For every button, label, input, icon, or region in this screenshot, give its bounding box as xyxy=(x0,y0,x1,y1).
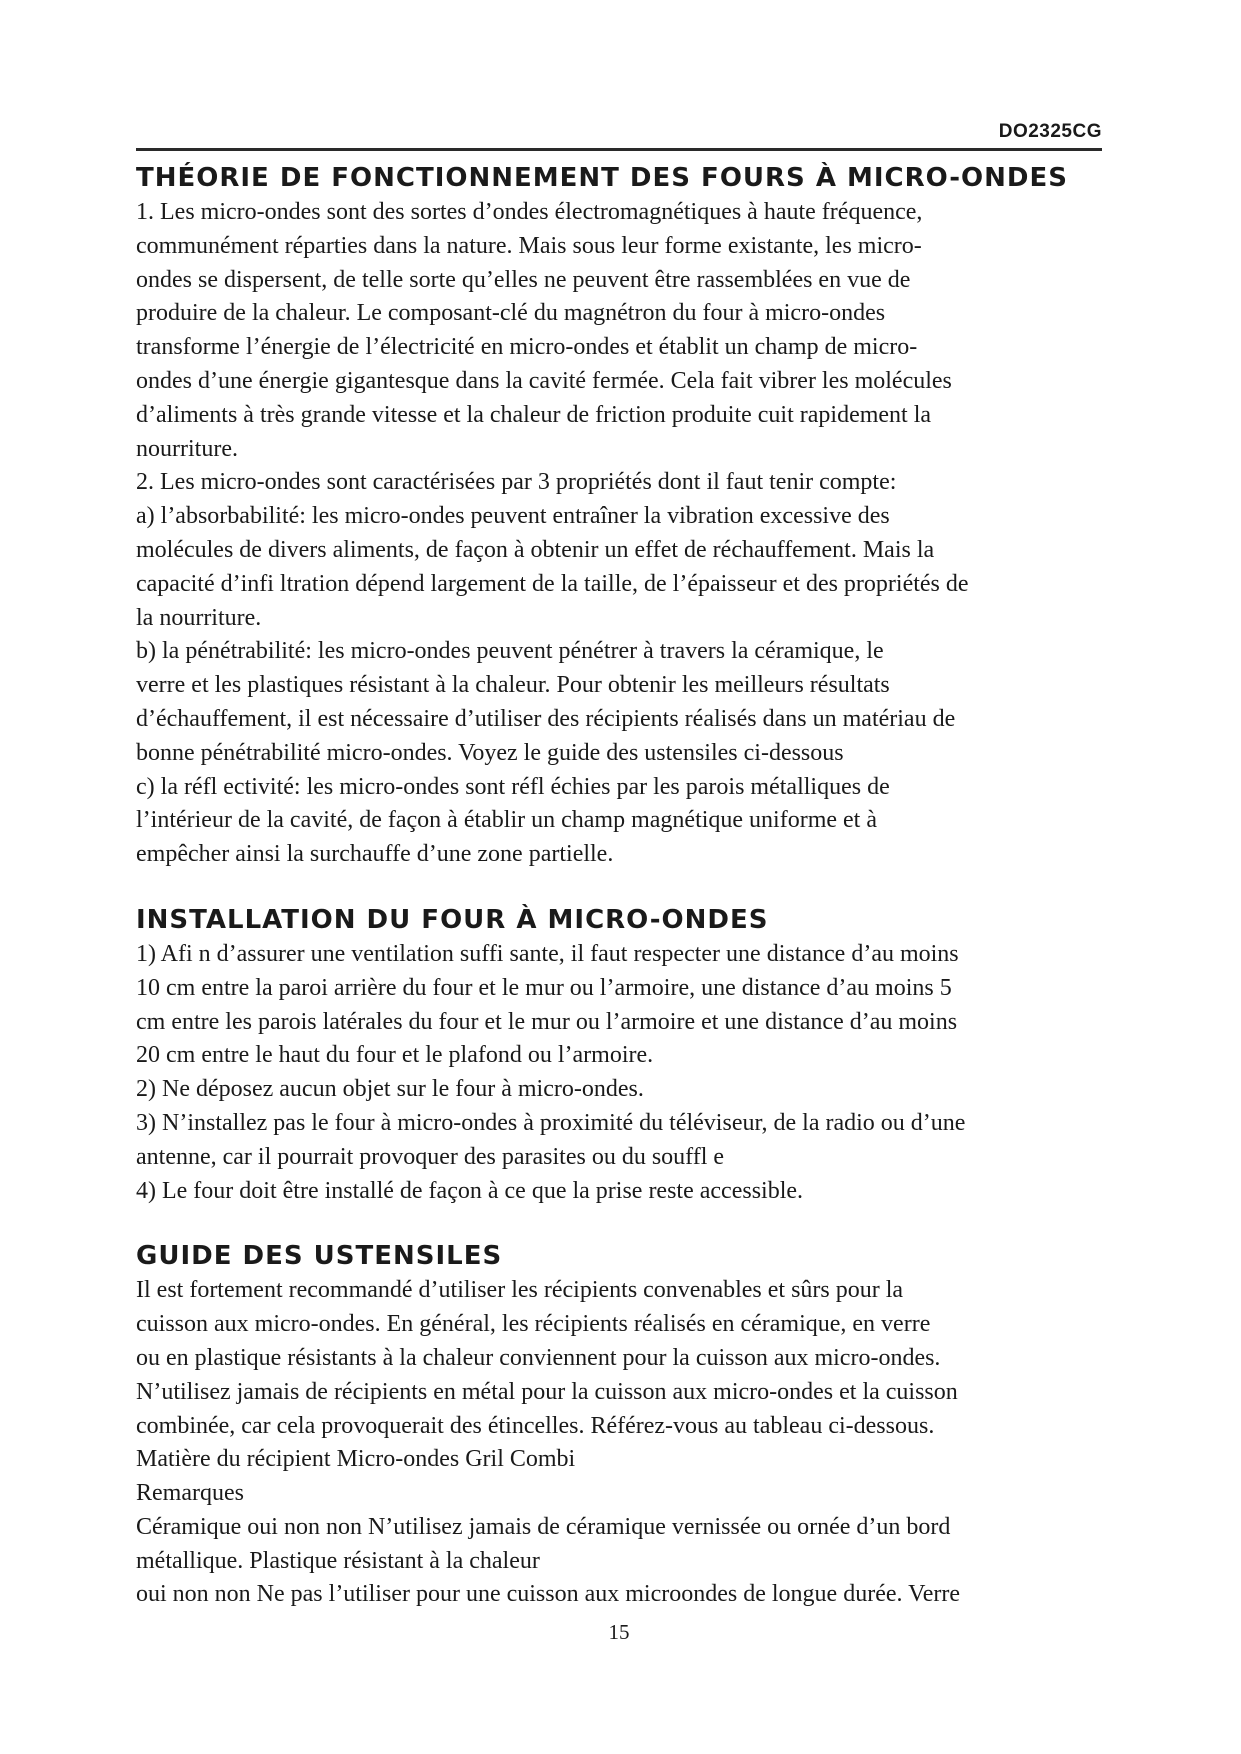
text-line: capacité d’infi ltration dépend largement de la taille, de l’épaisseur et des propriétés de xyxy=(136,570,969,597)
text-line: ondes se dispersent, de telle sorte qu’elles ne peuvent être rassemblées en vue de xyxy=(136,266,911,293)
text-line: oui non non Ne pas l’utiliser pour une cuisson aux microondes de longue durée. Verre xyxy=(136,1581,961,1608)
text-line: molécules de divers aliments, de façon à obtenir un effet de réchauffement. Mais la xyxy=(136,536,935,563)
text-line: antenne, car il pourrait provoquer des parasites ou du souffl e xyxy=(136,1143,725,1170)
text-line: b) la pénétrabilité: les micro-ondes peuvent pénétrer à travers la céramique, le xyxy=(136,638,884,665)
text-line: 10 cm entre la paroi arrière du four et le mur ou l’armoire, une distance d’au moins 5 xyxy=(136,974,952,1001)
text-line: verre et les plastiques résistant à la chaleur. Pour obtenir les meilleurs résultats xyxy=(136,672,890,699)
text-line: la nourriture. xyxy=(136,604,262,631)
text-line: Matière du récipient Micro-ondes Gril Combi xyxy=(136,1446,576,1473)
text-line: empêcher ainsi la surchauffe d’une zone partielle. xyxy=(136,841,614,868)
text-line: d’aliments à très grande vitesse et la chaleur de friction produite cuit rapidement la xyxy=(136,401,932,428)
theory-section xyxy=(136,160,1102,872)
text-line: 20 cm entre le haut du four et le plafond ou l’armoire. xyxy=(136,1042,654,1069)
text-line: 1) Afi n d’assurer une ventilation suffi sante, il faut respecter une distance d’au moins xyxy=(136,940,959,967)
document-page xyxy=(136,0,1102,1754)
text-line: transforme l’énergie de l’électricité en micro-ondes et établit un champ de micro- xyxy=(136,334,918,361)
text-line: cuisson aux micro-ondes. En général, les récipients réalisés en céramique, en verre xyxy=(136,1311,931,1338)
guide-section xyxy=(136,1238,1102,1612)
theory-text xyxy=(136,196,1102,872)
text-line: communément réparties dans la nature. Mais sous leur forme existante, les micro- xyxy=(136,232,922,259)
section-spacer xyxy=(136,872,1102,902)
text-line: 4) Le four doit être installé de façon à ce que la prise reste accessible. xyxy=(136,1177,804,1204)
section-spacer xyxy=(136,1208,1102,1238)
text-line: métallique. Plastique résistant à la chaleur xyxy=(136,1547,540,1574)
text-line: produire de la chaleur. Le composant-clé du magnétron du four à micro-ondes xyxy=(136,300,886,327)
text-line: 3) N’installez pas le four à micro-ondes à proximité du téléviseur, de la radio ou d’une xyxy=(136,1109,966,1136)
page-content xyxy=(136,160,1102,1612)
text-line: cm entre les parois latérales du four et le mur ou l’armoire et une distance d’au moins xyxy=(136,1008,958,1035)
guide-heading: GUIDE DES USTENSILES xyxy=(136,1241,503,1272)
text-line: Céramique oui non non N’utilisez jamais de céramique vernissée ou ornée d’un bord xyxy=(136,1513,951,1540)
theory-heading: THÉORIE DE FONCTIONNEMENT DES FOURS À MICRO-ONDES xyxy=(136,163,1068,193)
text-line: nourriture. xyxy=(136,435,238,462)
installation-section xyxy=(136,902,1102,1208)
text-line: d’échauffement, il est nécessaire d’utiliser des récipients réalisés dans un matériau de xyxy=(136,705,956,732)
text-line: Remarques xyxy=(136,1480,244,1507)
installation-heading: INSTALLATION DU FOUR À MICRO-ONDES xyxy=(136,904,769,935)
text-line: 1. Les micro-ondes sont des sortes d’ondes électromagnétiques à haute fréquence, xyxy=(136,199,923,225)
text-line: bonne pénétrabilité micro-ondes. Voyez le guide des ustensiles ci-dessous xyxy=(136,739,844,766)
text-line: a) l’absorbabilité: les micro-ondes peuvent entraîner la vibration excessive des xyxy=(136,503,890,530)
guide-text xyxy=(136,1274,1102,1612)
text-line: ondes d’une énergie gigantesque dans la cavité fermée. Cela fait vibrer les molécules xyxy=(136,367,952,394)
text-line: combinée, car cela provoquerait des étincelles. Référez-vous au tableau ci-dessous. xyxy=(136,1412,935,1439)
model-number: DO2325CG xyxy=(998,121,1102,142)
text-line: l’intérieur de la cavité, de façon à établir un champ magnétique uniforme et à xyxy=(136,807,877,834)
page-number: 15 xyxy=(608,1620,630,1644)
installation-text xyxy=(136,938,1102,1208)
text-line: 2) Ne déposez aucun objet sur le four à micro-ondes. xyxy=(136,1076,644,1103)
text-line: N’utilisez jamais de récipients en métal pour la cuisson aux micro-ondes et la cuisson xyxy=(136,1378,958,1405)
text-line: 2. Les micro-ondes sont caractérisées par 3 propriétés dont il faut tenir compte: xyxy=(136,469,897,496)
text-line: ou en plastique résistants à la chaleur conviennent pour la cuisson aux micro-ondes. xyxy=(136,1344,941,1371)
header-rule xyxy=(136,148,1102,151)
text-line: c) la réfl ectivité: les micro-ondes sont réfl échies par les parois métalliques de xyxy=(136,773,890,800)
text-line: Il est fortement recommandé d’utiliser les récipients convenables et sûrs pour la xyxy=(136,1277,904,1304)
